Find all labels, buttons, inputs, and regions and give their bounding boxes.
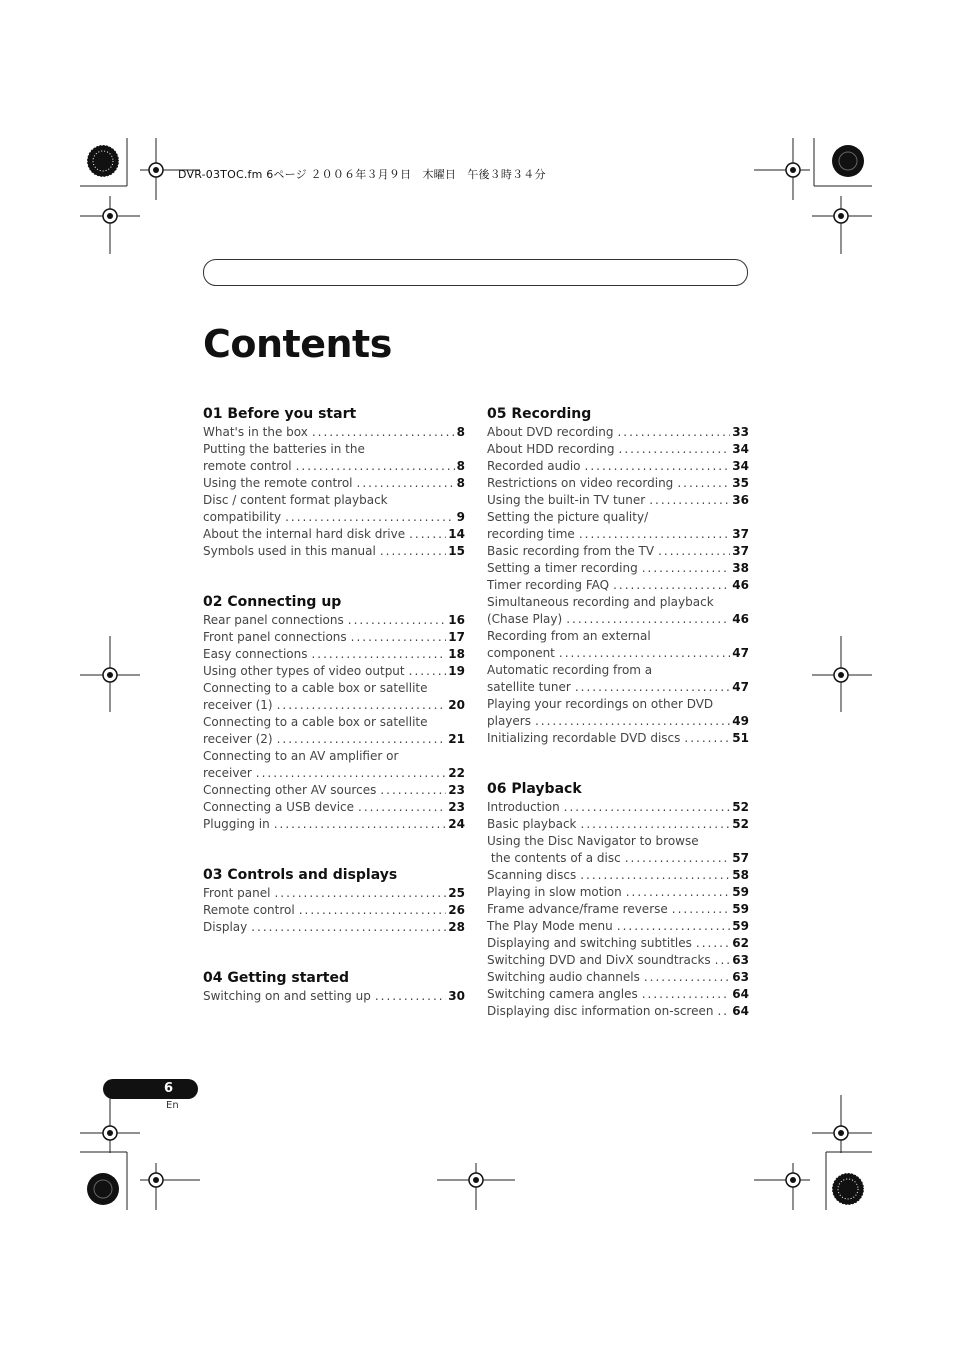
entry-text: Playing your recordings on other DVD xyxy=(487,697,714,711)
entry-page-number: 49 xyxy=(732,714,749,728)
toc-entry[interactable] xyxy=(203,902,465,919)
entry-text: Basic playback xyxy=(487,817,577,831)
entry-text: the contents of a disc xyxy=(487,851,621,865)
dot-leader xyxy=(585,458,731,475)
dot-leader xyxy=(715,952,731,969)
dot-leader xyxy=(299,902,447,919)
toc-entry[interactable] xyxy=(487,424,749,441)
toc-entry[interactable] xyxy=(203,492,465,526)
entry-text: receiver (2) xyxy=(203,732,273,746)
entry-text: Connecting other AV sources xyxy=(203,783,377,797)
entry-page-number: 38 xyxy=(732,561,749,575)
toc-section xyxy=(487,404,749,747)
entry-text: Simultaneous recording and playback xyxy=(487,595,714,609)
toc-entry[interactable] xyxy=(203,748,465,782)
dot-leader xyxy=(717,1003,730,1020)
dot-leader xyxy=(625,850,731,867)
entry-page-number: 57 xyxy=(732,851,749,865)
toc-entry[interactable] xyxy=(203,441,465,475)
entry-page-number: 8 xyxy=(456,476,465,490)
entry-text: Connecting to a cable box or satellite xyxy=(203,715,428,729)
entry-page-number: 35 xyxy=(732,476,749,490)
toc-entry[interactable] xyxy=(487,730,749,747)
entry-text: component xyxy=(487,646,555,660)
entry-page-number: 8 xyxy=(456,425,465,439)
section-title: 06 Playback xyxy=(487,781,582,797)
entry-page-number: 33 xyxy=(732,425,749,439)
entry-page-number: 26 xyxy=(448,903,465,917)
entry-text: Rear panel connections xyxy=(203,613,344,627)
entry-page-number: 46 xyxy=(732,612,749,626)
entry-text: Initializing recordable DVD discs xyxy=(487,731,681,745)
toc-entry[interactable] xyxy=(203,543,465,560)
dot-leader xyxy=(619,441,731,458)
toc-entry[interactable] xyxy=(203,714,465,748)
dot-leader xyxy=(380,782,446,799)
entry-text: Symbols used in this manual xyxy=(203,544,376,558)
dot-leader xyxy=(375,988,446,1005)
toc-entry[interactable] xyxy=(487,986,749,1003)
toc-entry[interactable] xyxy=(487,492,749,509)
toc-entry[interactable] xyxy=(487,696,749,730)
entry-text: Frame advance/frame reverse xyxy=(487,902,668,916)
dot-leader xyxy=(575,679,730,696)
toc-entry[interactable] xyxy=(487,458,749,475)
header-tab-frame xyxy=(203,259,748,286)
entry-page-number: 15 xyxy=(448,544,465,558)
dot-leader xyxy=(277,697,447,714)
entry-text: Remote control xyxy=(203,903,295,917)
entry-text: Using the remote control xyxy=(203,476,353,490)
dot-leader xyxy=(277,731,447,748)
entry-page-number: 59 xyxy=(732,885,749,899)
entry-text: Displaying disc information on-screen xyxy=(487,1004,714,1018)
toc-entry[interactable] xyxy=(487,509,749,543)
toc-section xyxy=(203,865,465,936)
page-number-badge: 6 xyxy=(103,1079,198,1099)
dot-leader xyxy=(684,730,730,747)
entry-page-number: 37 xyxy=(732,544,749,558)
entry-text: Basic recording from the TV xyxy=(487,544,655,558)
entry-page-number: 9 xyxy=(456,510,465,524)
dot-leader xyxy=(357,475,455,492)
entry-text: Connecting to an AV amplifier or xyxy=(203,749,399,763)
entry-text: Connecting to a cable box or satellite xyxy=(203,681,428,695)
entry-text: The Play Mode menu xyxy=(487,919,613,933)
entry-text: remote control xyxy=(203,459,292,473)
toc-entry[interactable] xyxy=(487,628,749,662)
entry-page-number: 19 xyxy=(448,664,465,678)
entry-text: Switching camera angles xyxy=(487,987,638,1001)
page-language: En xyxy=(166,1100,179,1111)
toc-entry[interactable] xyxy=(203,885,465,902)
entry-page-number: 17 xyxy=(448,630,465,644)
toc-entry[interactable] xyxy=(487,884,749,901)
entry-text: receiver xyxy=(203,766,252,780)
toc-section xyxy=(203,404,465,560)
toc-entry[interactable] xyxy=(487,816,749,833)
toc-entry[interactable] xyxy=(487,969,749,986)
entry-text: players xyxy=(487,714,531,728)
entry-page-number: 59 xyxy=(732,902,749,916)
toc-entry[interactable] xyxy=(487,543,749,560)
toc-entry[interactable] xyxy=(487,952,749,969)
toc-entry[interactable] xyxy=(203,782,465,799)
section-title: 02 Connecting up xyxy=(203,594,342,610)
dot-leader xyxy=(312,424,455,441)
entry-page-number: 22 xyxy=(448,766,465,780)
entry-page-number: 58 xyxy=(732,868,749,882)
dot-leader xyxy=(696,935,730,952)
entry-text: satellite tuner xyxy=(487,680,571,694)
dot-leader xyxy=(649,492,730,509)
entry-page-number: 46 xyxy=(732,578,749,592)
file-header: DVR-03TOC.fm 6ページ ２００６年３月９日 木曜日 午後３時３４分 xyxy=(178,168,546,181)
dot-leader xyxy=(579,526,730,543)
entry-page-number: 52 xyxy=(732,817,749,831)
toc-entry[interactable] xyxy=(487,441,749,458)
entry-text: recording time xyxy=(487,527,575,541)
entry-text: Restrictions on video recording xyxy=(487,476,674,490)
entry-page-number: 23 xyxy=(448,783,465,797)
entry-text: Using the Disc Navigator to browse xyxy=(487,834,699,848)
entry-page-number: 14 xyxy=(448,527,465,541)
entry-page-number: 63 xyxy=(732,953,749,967)
dot-leader xyxy=(274,816,447,833)
toc-entry[interactable] xyxy=(487,918,749,935)
dot-leader xyxy=(581,816,731,833)
entry-text: compatibility xyxy=(203,510,282,524)
dot-leader xyxy=(409,663,447,680)
entry-text: Scanning discs xyxy=(487,868,577,882)
dot-leader xyxy=(380,543,446,560)
entry-text: Recorded audio xyxy=(487,459,581,473)
entry-page-number: 8 xyxy=(456,459,465,473)
entry-text: Putting the batteries in the xyxy=(203,442,365,456)
dot-leader xyxy=(677,475,730,492)
section-title: 03 Controls and displays xyxy=(203,867,398,883)
entry-text: About DVD recording xyxy=(487,425,614,439)
toc-entry[interactable] xyxy=(203,680,465,714)
toc-entry[interactable] xyxy=(487,662,749,696)
entry-page-number: 52 xyxy=(732,800,749,814)
entry-page-number: 30 xyxy=(448,989,465,1003)
toc-entry[interactable] xyxy=(487,833,749,867)
toc-entry[interactable] xyxy=(203,988,465,1005)
toc-entry[interactable] xyxy=(203,799,465,816)
entry-page-number: 18 xyxy=(448,647,465,661)
entry-page-number: 36 xyxy=(732,493,749,507)
dot-leader xyxy=(285,509,455,526)
entry-page-number: 25 xyxy=(448,886,465,900)
dot-leader xyxy=(296,458,455,475)
toc-section xyxy=(203,592,465,833)
entry-page-number: 64 xyxy=(732,987,749,1001)
entry-text: Plugging in xyxy=(203,817,270,831)
entry-page-number: 34 xyxy=(732,459,749,473)
dot-leader xyxy=(566,611,730,628)
dot-leader xyxy=(672,901,731,918)
toc-entry[interactable] xyxy=(203,816,465,833)
entry-page-number: 63 xyxy=(732,970,749,984)
entry-text: Playing in slow motion xyxy=(487,885,622,899)
dot-leader xyxy=(251,919,446,936)
entry-text: Setting the picture quality/ xyxy=(487,510,649,524)
toc-entry[interactable] xyxy=(203,663,465,680)
toc-entry[interactable] xyxy=(203,646,465,663)
toc-entry[interactable] xyxy=(487,475,749,492)
toc-entry[interactable] xyxy=(487,594,749,628)
toc-entry[interactable] xyxy=(487,560,749,577)
dot-leader xyxy=(642,560,731,577)
page-title: Contents xyxy=(203,322,392,366)
section-title: 04 Getting started xyxy=(203,970,349,986)
entry-text: Using other types of video output xyxy=(203,664,405,678)
toc-section xyxy=(203,968,465,1005)
section-title: 05 Recording xyxy=(487,406,592,422)
toc-entry[interactable] xyxy=(203,629,465,646)
dot-leader xyxy=(642,986,731,1003)
entry-page-number: 62 xyxy=(732,936,749,950)
entry-text: Display xyxy=(203,920,248,934)
entry-text: Front panel xyxy=(203,886,271,900)
toc-entry[interactable] xyxy=(203,612,465,629)
entry-page-number: 51 xyxy=(732,731,749,745)
entry-page-number: 47 xyxy=(732,680,749,694)
entry-page-number: 59 xyxy=(732,919,749,933)
section-title: 01 Before you start xyxy=(203,406,357,422)
dot-leader xyxy=(274,885,446,902)
entry-text: Recording from an external xyxy=(487,629,651,643)
entry-text: Switching on and setting up xyxy=(203,989,371,1003)
entry-text: About HDD recording xyxy=(487,442,615,456)
entry-text: Easy connections xyxy=(203,647,308,661)
toc-entry[interactable] xyxy=(487,935,749,952)
entry-text: About the internal hard disk drive xyxy=(203,527,406,541)
toc-column-right xyxy=(487,404,749,1052)
toc-entry[interactable] xyxy=(203,919,465,936)
toc-entry[interactable] xyxy=(487,867,749,884)
dot-leader xyxy=(311,646,446,663)
entry-text: Displaying and switching subtitles xyxy=(487,936,692,950)
toc-entry[interactable] xyxy=(203,475,465,492)
dot-leader xyxy=(644,969,730,986)
entry-page-number: 37 xyxy=(732,527,749,541)
toc-entry[interactable] xyxy=(487,1003,749,1020)
entry-text: What's in the box xyxy=(203,425,308,439)
entry-page-number: 47 xyxy=(732,646,749,660)
dot-leader xyxy=(351,629,447,646)
dot-leader xyxy=(358,799,446,816)
dot-leader xyxy=(535,713,730,730)
entry-page-number: 16 xyxy=(448,613,465,627)
entry-text: Front panel connections xyxy=(203,630,347,644)
dot-leader xyxy=(626,884,731,901)
dot-leader xyxy=(409,526,446,543)
toc-entry[interactable] xyxy=(487,901,749,918)
dot-leader xyxy=(348,612,447,629)
dot-leader xyxy=(580,867,730,884)
toc-column-left xyxy=(203,404,465,1037)
entry-text: Switching DVD and DivX soundtracks xyxy=(487,953,711,967)
toc-entry[interactable] xyxy=(487,577,749,594)
toc-entry[interactable] xyxy=(203,424,465,441)
entry-text: Using the built-in TV tuner xyxy=(487,493,646,507)
dot-leader xyxy=(617,918,731,935)
entry-text: Switching audio channels xyxy=(487,970,640,984)
entry-text: Connecting a USB device xyxy=(203,800,355,814)
entry-page-number: 28 xyxy=(448,920,465,934)
entry-text: Timer recording FAQ xyxy=(487,578,610,592)
entry-text: Introduction xyxy=(487,800,560,814)
dot-leader xyxy=(256,765,447,782)
entry-page-number: 34 xyxy=(732,442,749,456)
entry-text: Setting a timer recording xyxy=(487,561,638,575)
toc-section xyxy=(487,779,749,1020)
dot-leader xyxy=(617,424,730,441)
entry-page-number: 21 xyxy=(448,732,465,746)
dot-leader xyxy=(658,543,730,560)
entry-text: Automatic recording from a xyxy=(487,663,653,677)
entry-page-number: 23 xyxy=(448,800,465,814)
toc-entry[interactable] xyxy=(487,799,749,816)
entry-page-number: 20 xyxy=(448,698,465,712)
dot-leader xyxy=(559,645,730,662)
entry-page-number: 64 xyxy=(732,1004,749,1018)
toc-entry[interactable] xyxy=(203,526,465,543)
entry-text: Disc / content format playback xyxy=(203,493,388,507)
dot-leader xyxy=(564,799,731,816)
entry-page-number: 24 xyxy=(448,817,465,831)
entry-text: receiver (1) xyxy=(203,698,273,712)
entry-text: (Chase Play) xyxy=(487,612,563,626)
dot-leader xyxy=(613,577,730,594)
